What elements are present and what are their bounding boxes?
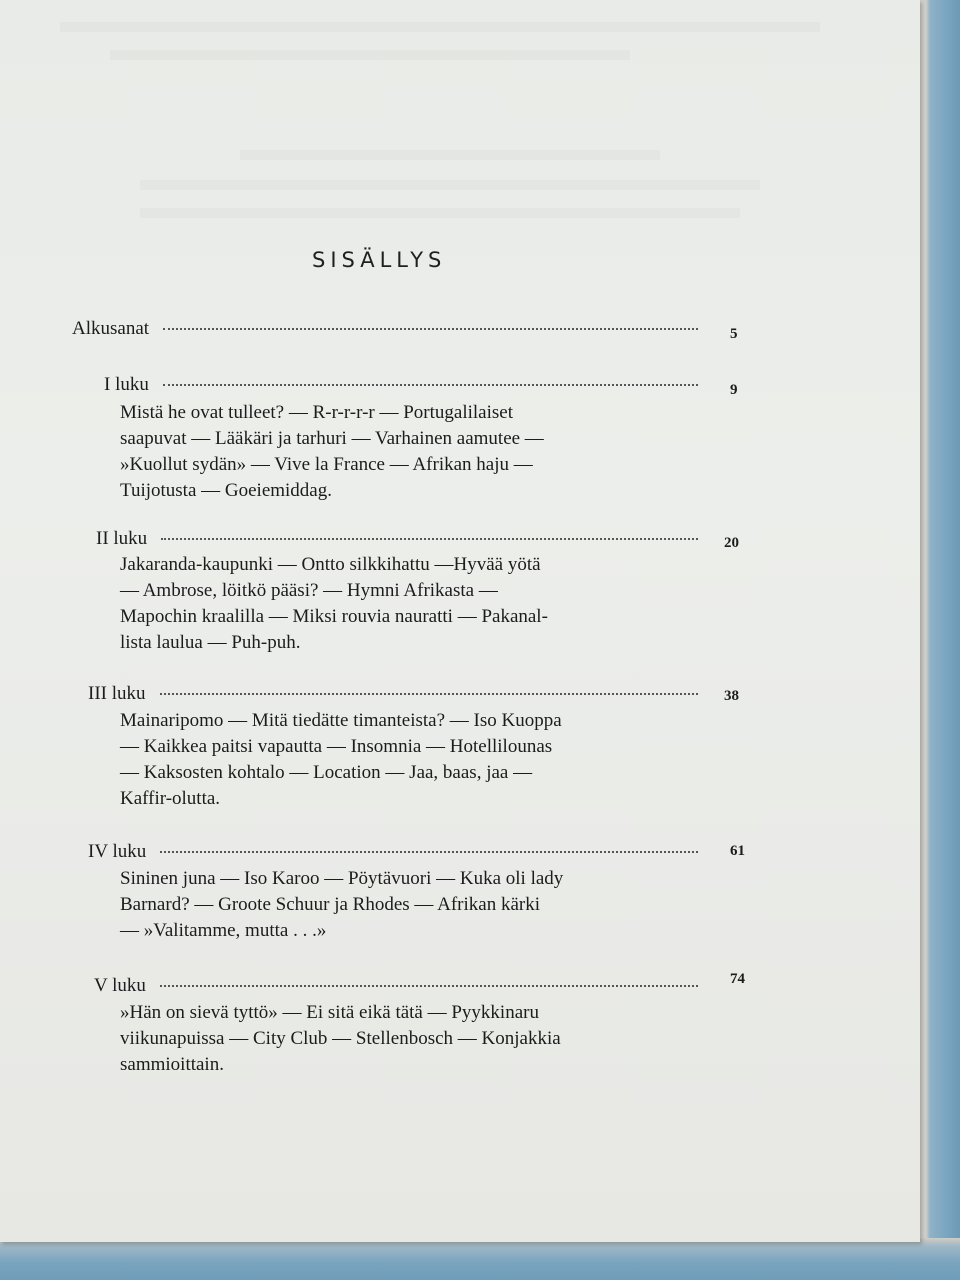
chapter-description [120, 866, 702, 944]
dot-leader [160, 693, 698, 695]
description-line: Mapochin kraalilla — Miksi rouvia nauratti — Pakanal- [120, 606, 548, 627]
description-line: Tuijotusta — Goeiemiddag. [120, 480, 332, 501]
description-line: »Kuollut sydän» — Vive la France — Afrikan haju — [120, 454, 533, 475]
dot-leader [160, 851, 698, 853]
toc-entry-label: II luku [96, 528, 148, 549]
dot-leader [163, 384, 698, 386]
toc-entry-chapter [94, 975, 712, 1003]
description-line: Sininen juna — Iso Karoo — Pöytävuori — Kuka oli lady [120, 868, 564, 889]
toc-page-number: 74 [730, 971, 745, 987]
chapter-description [120, 552, 702, 656]
description-line: — Kaksosten kohtalo — Location — Jaa, baas, jaa — [120, 762, 533, 783]
show-through-text [240, 150, 660, 160]
description-line: — Ambrose, löitkö pääsi? — Hymni Afrikasta — [120, 580, 498, 601]
description-line: viikunapuissa — City Club — Stellenbosch — Konjakkia [120, 1028, 561, 1049]
chapter-description [120, 1000, 702, 1078]
contents-heading: SISÄLLYS [312, 248, 447, 272]
toc-page-number: 38 [724, 688, 739, 704]
description-line: saapuvat — Lääkäri ja tarhuri — Varhainen aamutee — [120, 428, 544, 449]
toc-entry-label: IV luku [88, 841, 147, 862]
book-cover-edge-right [916, 0, 960, 1280]
description-line: Jakaranda-kaupunki — Ontto silkkihattu —Hyvää yötä [120, 554, 541, 575]
description-line: Barnard? — Groote Schuur ja Rhodes — Afrikan kärki [120, 894, 541, 915]
toc-entry-chapter [88, 683, 712, 711]
dot-leader [161, 538, 698, 540]
show-through-text [140, 208, 740, 218]
description-line: Kaffir-olutta. [120, 788, 221, 809]
toc-entry-label: III luku [88, 683, 146, 704]
show-through-text [60, 22, 820, 32]
toc-page-number: 5 [730, 326, 738, 342]
description-line: »Hän on sievä tyttö» — Ei sitä eikä tätä — Pyykkinaru [120, 1002, 539, 1023]
show-through-text [110, 50, 630, 60]
chapter-description [120, 708, 702, 812]
description-line: — »Valitamme, mutta . . .» [120, 920, 327, 941]
chapter-description [120, 400, 702, 504]
toc-entry-label: I luku [104, 374, 149, 395]
description-line: lista laulua — Puh-puh. [120, 632, 301, 653]
dot-leader [160, 985, 698, 987]
dot-leader [163, 328, 698, 330]
toc-entry-chapter [88, 841, 712, 869]
description-line: Mainaripomo — Mitä tiedätte timanteista? — Iso Kuoppa [120, 710, 562, 731]
description-line: Mistä he ovat tulleet? — R-r-r-r-r — Portugalilaiset [120, 402, 513, 423]
toc-entry-chapter [104, 374, 712, 402]
toc-entry-preface [72, 318, 712, 346]
description-line: sammioittain. [120, 1054, 224, 1075]
show-through-text [140, 180, 760, 190]
book-cover-edge-bottom [0, 1238, 960, 1280]
toc-page-number: 9 [730, 382, 738, 398]
description-line: — Kaikkea paitsi vapautta — Insomnia — Hotellilounas [120, 736, 553, 757]
toc-entry-label: Alkusanat [72, 318, 150, 339]
toc-page-number: 20 [724, 535, 739, 551]
toc-entry-label: V luku [94, 975, 146, 996]
toc-page-number: 61 [730, 843, 745, 859]
